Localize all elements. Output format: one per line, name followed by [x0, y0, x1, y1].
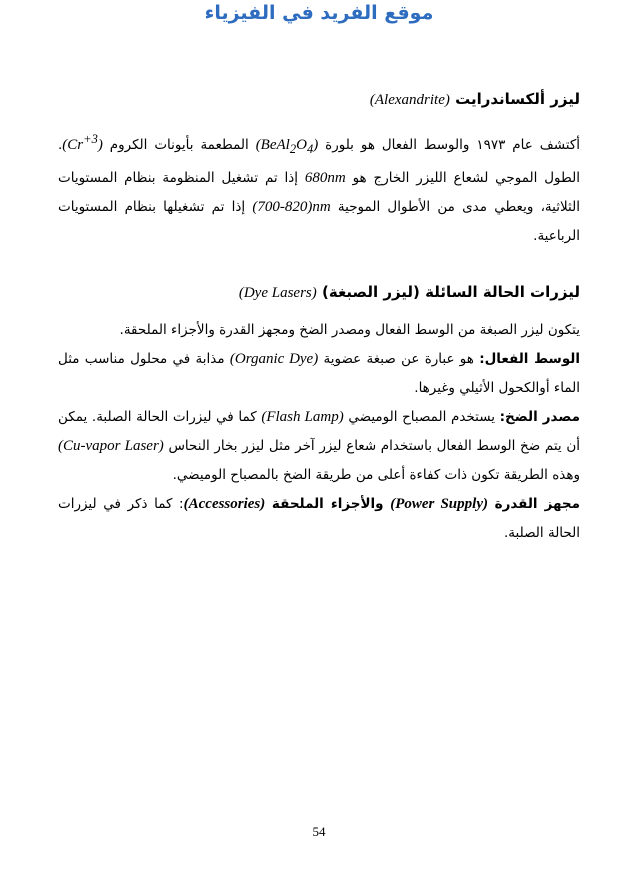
power-text: : كما ذكر في ليزرات الحالة الصلبة.: [58, 496, 580, 541]
organic-dye-en: (Organic Dye): [229, 351, 319, 367]
pump-text-a: يستخدم المصباح الوميضي: [348, 409, 495, 425]
power-supply-en: (Power Supply): [390, 496, 488, 512]
dye-pump-paragraph: [58, 403, 580, 490]
dye-intro-paragraph: يتكون ليزر الصبغة من الوسط الفعال ومصدر الضخ ومجهز القدرة والأجزاء الملحقة.: [119, 322, 580, 338]
power-supply-label: مجهز القدرة: [494, 496, 580, 512]
pump-text-c: وهذه الطريقة تكون ذات كفاءة أعلى من طريقة الضخ بالمصباح الوميضي.: [172, 467, 580, 483]
chromium-ion: $(Cr^{+3})$: [62, 132, 103, 153]
alexandrite-title-en: (Alexandrite): [369, 92, 450, 108]
pump-text-b: كما في ليزرات الحالة الصلبة. يمكن أن يتم ضخ الوسط الفعال باستخدام شعاع ليزر آخر مثل ليزر بخار النحاس: [58, 409, 580, 454]
dye-heading: [58, 279, 580, 306]
page-number: 54: [312, 824, 326, 839]
cu-vapor-laser-en: (Cu-vapor Laser): [58, 438, 164, 454]
alexandrite-text-1: أكتشف عام ١٩٧٣ والوسط الفعال هو بلورة: [325, 137, 580, 153]
alexandrite-text-3: . الطول الموجي لشعاع الليزر الخارج هو: [58, 137, 580, 186]
accessories-en: (Accessories): [183, 496, 266, 512]
alexandrite-text-5: إذا تم تشغيلها بنظام المستويات الرباعية.: [58, 199, 580, 244]
alexandrite-title: ليزر ألكساندرايت: [455, 90, 580, 108]
flash-lamp-en: (Flash Lamp): [261, 409, 344, 425]
pump-source-label: مصدر الضخ:: [499, 409, 581, 425]
alexandrite-paragraph: [58, 125, 580, 251]
accessories-label: والأجزاء الملحقة: [271, 496, 384, 512]
dye-medium-paragraph: [58, 345, 580, 403]
alexandrite-text-2: المطعمة بأيونات الكروم: [109, 137, 249, 153]
active-medium-text-a: هو عبارة عن صبغة عضوية: [323, 351, 474, 367]
site-header-title: موقع الفريد في الفيزياء: [204, 2, 434, 24]
dye-title-b: (ليزر الصبغة): [322, 283, 420, 301]
active-medium-label: الوسط الفعال:: [479, 351, 580, 367]
alexandrite-heading: [58, 86, 580, 113]
dye-title-en: (Dye Lasers): [238, 285, 317, 301]
alexandrite-range: (700-820)nm: [252, 199, 331, 215]
alexandrite-formula: $(BeAl_2O_4)$: [255, 137, 319, 156]
dye-power-paragraph: [58, 490, 580, 548]
alexandrite-wavelength: 680nm: [304, 170, 346, 186]
dye-title-a: ليزرات الحالة السائلة: [425, 283, 580, 301]
active-medium-text-b: مذابة في محلول مناسب مثل الماء أوالكحول الأثيلي وغيرها.: [58, 351, 580, 396]
page-content: [58, 86, 580, 548]
alexandrite-text-4: إذا تم تشغيل المنظومة بنظام المستويات الثلاثية، ويعطي مدى من الأطوال الموجية: [58, 170, 580, 215]
